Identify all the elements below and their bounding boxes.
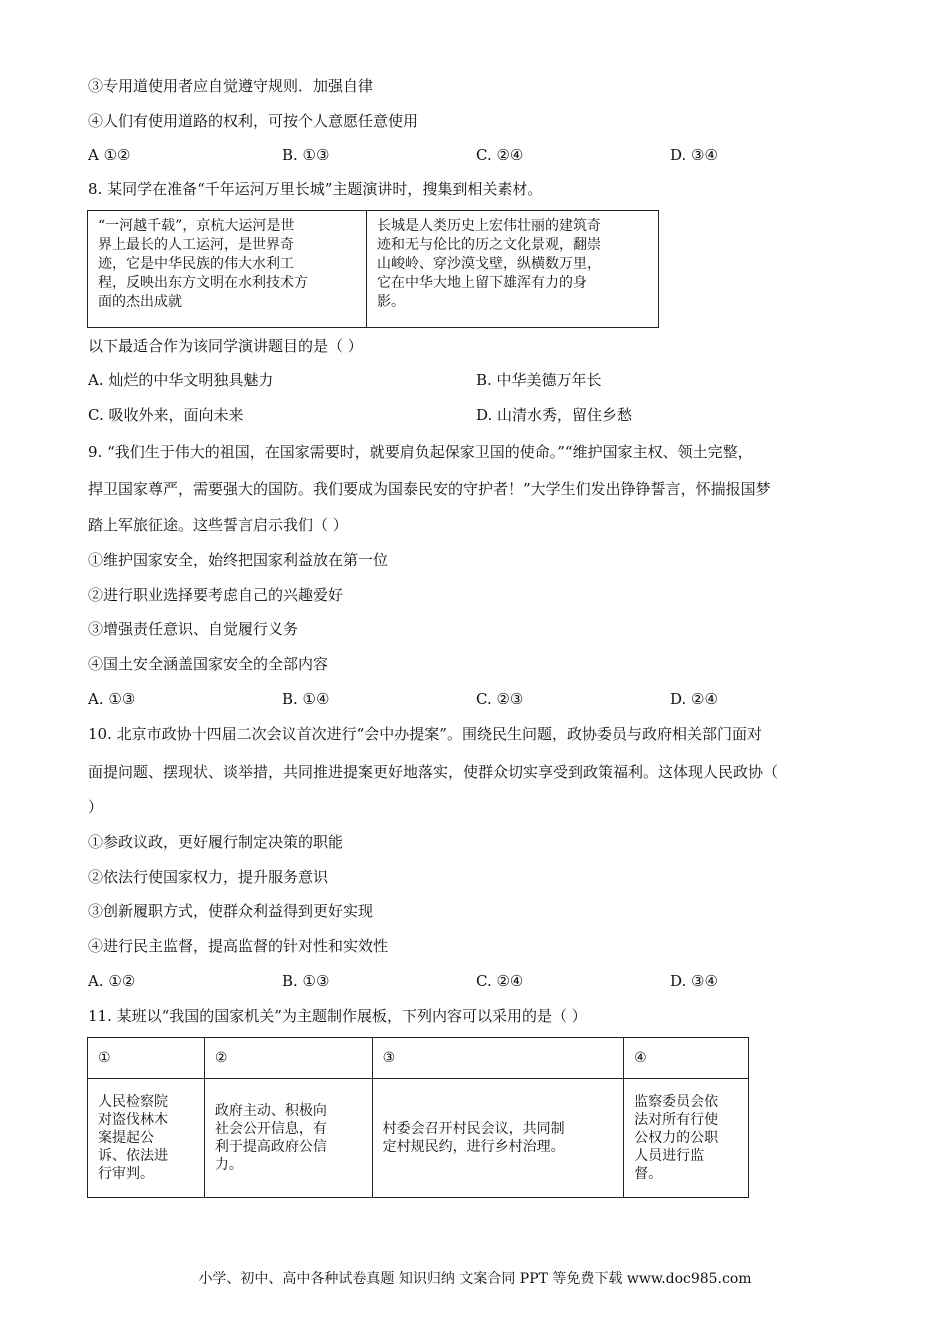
page-footer: 小学、初中、高中各种试卷真题 知识归纳 文案合同 PPT 等免费下载 www.doc985.com <box>198 1271 752 1287</box>
option-statement-3: ③专用道使用者应自觉遵守规则．加强自律 <box>88 77 374 95</box>
q10-item-2: ②依法行使国家权力，提升服务意识 <box>88 868 329 886</box>
q8-material-wall: 长城是人类历史上宏伟壮丽的建筑奇 迹和无与伦比的历之文化景观，翻崇 山峻岭、穿沙漠戈壁，纵横数万里， 它在中华大地上留下雄浑有力的身 影。 <box>377 218 601 310</box>
q8-material-box <box>87 210 659 328</box>
q11-header-1: ① <box>88 1038 205 1079</box>
q10-option-a[interactable]: A. ①② <box>88 972 136 990</box>
q7-option-d[interactable]: D. ③④ <box>670 146 718 164</box>
q10-item-4: ④进行民主监督，提高监督的针对性和实效性 <box>88 937 389 955</box>
q9-options <box>88 689 868 709</box>
q10-option-c[interactable]: C. ②④ <box>476 972 524 990</box>
q11-header-4: ④ <box>624 1038 749 1079</box>
q8-question: 以下最适合作为该同学演讲题目的是（ ） <box>88 337 363 355</box>
option-statement-4: ④人们有使用道路的权利，可按个人意愿任意使用 <box>88 112 419 130</box>
q8-options-row2 <box>88 405 868 425</box>
q10-option-b[interactable]: B. ①③ <box>282 972 330 990</box>
q10-stem-line1: 10. 北京市政协十四届二次会议首次进行“会中办提案”。围绕民生问题，政协委员与政府相关部门面对 <box>88 725 762 743</box>
q10-stem-line2: 面提问题、摆现状、谈举措，共同推进提案更好地落实，使群众切实享受到政策福利。这体现人民政协（ <box>88 763 779 781</box>
q7-option-b[interactable]: B. ①③ <box>282 146 330 164</box>
q11-cell-1: 人民检察院 对盗伐林木 案提起公 诉、依法进 行审判。 <box>88 1079 205 1198</box>
q11-table-body-row <box>88 1079 749 1198</box>
q9-option-c[interactable]: C. ②③ <box>476 690 524 708</box>
q11-table <box>87 1037 749 1198</box>
q9-item-1: ①维护国家安全，始终把国家利益放在第一位 <box>88 551 389 569</box>
q11-stem: 11. 某班以“我国的国家机关”为主题制作展板，下列内容可以采用的是（ ） <box>88 1007 587 1025</box>
q9-option-a[interactable]: A. ①③ <box>88 690 136 708</box>
q9-stem-line2: 捍卫国家尊严，需要强大的国防。我们要成为国泰民安的守护者！”大学生们发出铮铮誓言，怀揣报国梦 <box>88 480 771 498</box>
q7-option-a[interactable]: A ①② <box>88 146 131 164</box>
q8-option-c[interactable]: C. 吸收外来，面向未来 <box>88 406 244 424</box>
q9-item-3: ③增强责任意识、自觉履行义务 <box>88 620 299 638</box>
q8-option-a[interactable]: A. 灿烂的中华文明独具魅力 <box>88 371 274 389</box>
q10-option-d[interactable]: D. ③④ <box>670 972 718 990</box>
q7-option-c[interactable]: C. ②④ <box>476 146 524 164</box>
q10-stem-line3: ） <box>88 798 104 816</box>
q10-options <box>88 971 868 991</box>
q8-material-canal: “一河越千载”，京杭大运河是世 界上最长的人工运河，是世界奇 迹，它是中华民族的伟大水利工 程，反映出东方文明在水利技术方 面的杰出成就 <box>88 211 367 327</box>
q11-cell-2: 政府主动、积极向 社会公开信息，有 利于提高政府公信 力。 <box>204 1079 372 1198</box>
q8-option-b[interactable]: B. 中华美德万年长 <box>476 371 602 389</box>
q11-cell-4: 监察委员会依 法对所有行使 公权力的公职 人员进行监 督。 <box>624 1079 749 1198</box>
q10-item-3: ③创新履职方式，使群众利益得到更好实现 <box>88 902 374 920</box>
q7-options <box>88 145 868 165</box>
q8-stem: 8. 某同学在准备“千年运河万里长城”主题演讲时，搜集到相关素材。 <box>88 180 543 198</box>
q8-option-d[interactable]: D. 山清水秀，留住乡愁 <box>476 406 633 424</box>
q9-option-d[interactable]: D. ②④ <box>670 690 718 708</box>
q11-header-3: ③ <box>372 1038 624 1079</box>
q9-stem-line1: 9. “我们生于伟大的祖国，在国家需要时，就要肩负起保家卫国的使命。”“维护国家主权、领土完整， <box>88 443 753 461</box>
q11-table-header-row <box>88 1038 749 1079</box>
q9-item-4: ④国土安全涵盖国家安全的全部内容 <box>88 655 329 673</box>
q9-stem-line3: 踏上军旅征途。这些誓言启示我们（ ） <box>88 516 348 534</box>
q11-header-2: ② <box>204 1038 372 1079</box>
q11-cell-3: 村委会召开村民会议，共同制 定村规民约，进行乡村治理。 <box>372 1079 624 1198</box>
q10-item-1: ①参政议政，更好履行制定决策的职能 <box>88 833 344 851</box>
q9-option-b[interactable]: B. ①④ <box>282 690 330 708</box>
q9-item-2: ②进行职业选择要考虑自己的兴趣爱好 <box>88 586 344 604</box>
q8-options-row1 <box>88 370 868 390</box>
